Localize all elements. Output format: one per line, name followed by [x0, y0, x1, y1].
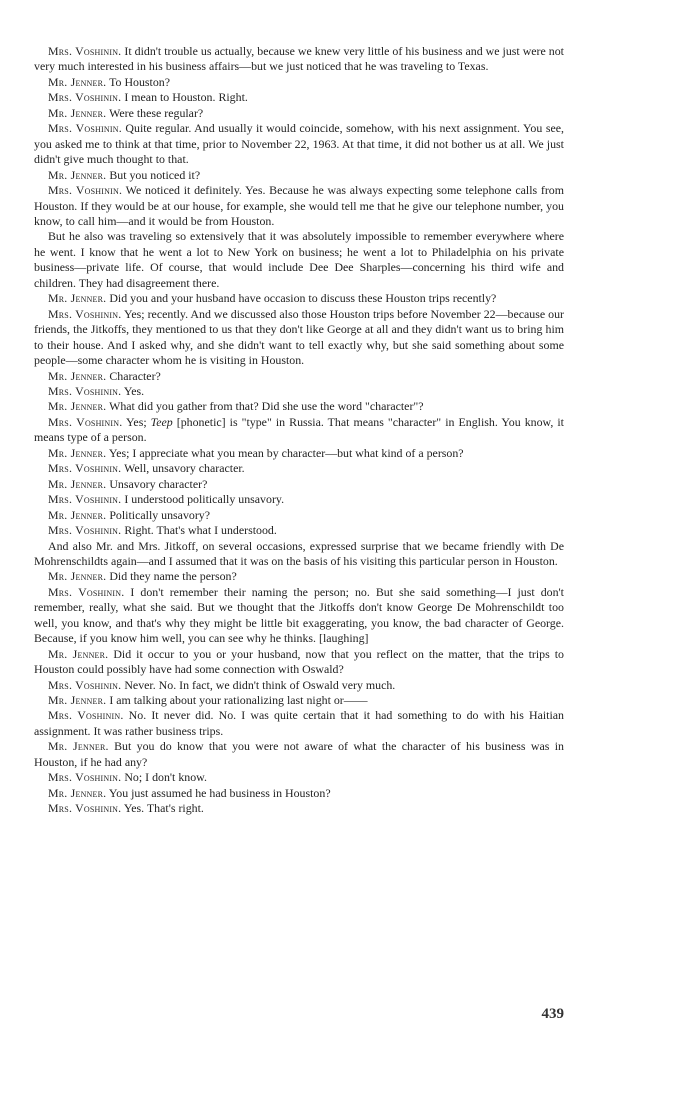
speaker-label: Mr. Jenner.: [48, 507, 107, 522]
speaker-label: Mrs. Voshinin.: [48, 383, 122, 398]
transcript-paragraph: [34, 585, 564, 647]
testimony-text: What did you gather from that? Did she use the word "character"?: [109, 399, 424, 414]
testimony-text: I am talking about your rationalizing last night or——: [109, 693, 368, 708]
speaker-label: Mr. Jenner.: [48, 291, 107, 306]
transcript-paragraph: [34, 523, 564, 538]
transcript-paragraph: [34, 461, 564, 476]
speaker-label: Mr. Jenner.: [48, 167, 107, 182]
transcript-paragraph: [34, 678, 564, 693]
transcript-paragraph: [34, 446, 564, 461]
testimony-text: I mean to Houston. Right.: [124, 90, 248, 105]
testimony-text: It didn't trouble us actually, because we knew very little of his business and we just were not very much interested in his business affairs—but we just noticed that he was traveling to Texas.: [34, 44, 564, 74]
speaker-label: Mr. Jenner.: [48, 693, 107, 708]
speaker-label: Mrs. Voshinin.: [48, 801, 122, 816]
speaker-label: Mrs. Voshinin.: [48, 584, 125, 599]
speaker-label: Mr. Jenner.: [48, 569, 107, 584]
testimony-text: Quite regular. And usually it would coincide, somehow, with his next assignment. You see, you asked me to think at that time, prior to November 22, 1963. At that time, it did not bother us at all. We just didn't give much thought to that.: [34, 121, 564, 167]
speaker-label: Mrs. Voshinin.: [48, 44, 122, 58]
speaker-label: Mr. Jenner.: [48, 739, 109, 754]
testimony-text: I understood politically unsavory.: [124, 492, 285, 507]
transcript-paragraph: [34, 399, 564, 414]
speaker-label: Mrs. Voshinin.: [48, 770, 122, 785]
transcript-paragraph: [34, 183, 564, 229]
transcript-paragraph: [34, 229, 564, 291]
speaker-label: Mrs. Voshinin.: [48, 183, 123, 198]
testimony-text: No. It never did. No. I was quite certain that it had something to do with his Haitian assignment. It was rather business trips.: [34, 708, 564, 738]
speaker-label: Mrs. Voshinin.: [48, 523, 122, 538]
transcript-paragraph: [34, 44, 564, 75]
speaker-label: Mr. Jenner.: [48, 646, 109, 661]
testimony-text: [phonetic] is "type" in Russia. That means "character" in English. You know, it means type of a person.: [34, 414, 564, 445]
testimony-text: And also Mr. and Mrs. Jitkoff, on several occasions, expressed surprise that we became friendly with De Mohrenschildts again—and I assumed that it was on the basis of his visiting this particular person in Houston.: [34, 538, 564, 568]
transcript-paragraph: [34, 477, 564, 492]
testimony-text: Did they name the person?: [109, 569, 237, 584]
transcript-paragraph: [34, 369, 564, 384]
testimony-text: Did you and your husband have occasion to discuss these Houston trips recently?: [109, 291, 497, 306]
speaker-label: Mr. Jenner.: [48, 105, 107, 120]
testimony-text: Were these regular?: [109, 105, 204, 120]
transcript-paragraph: [34, 121, 564, 167]
testimony-text: We noticed it definitely. Yes. Because he was always expecting some telephone calls from Houston. If they would be at our house, for example, she would tell me that he give our telephone number, you know, to call him—and it would be from Houston.: [34, 183, 564, 228]
speaker-label: Mrs. Voshinin.: [48, 492, 122, 507]
speaker-label: Mr. Jenner.: [48, 368, 107, 383]
testimony-text: You just assumed he had business in Houston?: [108, 785, 331, 800]
transcript-body: [34, 44, 564, 817]
page-number: 439: [541, 1006, 564, 1022]
speaker-label: Mr. Jenner.: [48, 785, 107, 800]
transcript-paragraph: [34, 492, 564, 507]
testimony-text: Yes; recently. And we discussed also those Houston trips before November 22—because our friends, the Jitkoffs, they mentioned to us that they don't like George at all and they didn't want us to bring him to their house. And I asked why, and she didn't want to tell exactly why, but she said something about some people—some character whom he is visiting in Houston.: [34, 306, 564, 368]
testimony-text: No; I don't know.: [124, 770, 207, 785]
speaker-label: Mrs. Voshinin.: [48, 90, 122, 105]
testimony-text: But he also was traveling so extensively that it was absolutely impossible to remember everywhere where he went. I know that he went a lot to New York on business; he went a lot to Philadelphia on his private business—private life. Of course, that would include Dee Dee Sharples—concerning his third wife and children. They had disagreement there.: [34, 229, 564, 290]
speaker-label: Mrs. Voshinin.: [48, 121, 122, 136]
testimony-text: Character?: [109, 368, 161, 383]
transcript-paragraph: [34, 168, 564, 183]
transcript-paragraph: [34, 569, 564, 584]
transcript-paragraph: [34, 508, 564, 523]
transcript-paragraph: [34, 75, 564, 90]
testimony-text: But you do know that you were not aware of what the character of his business was in Houston, if he had any?: [34, 739, 564, 769]
testimony-text: Yes.: [123, 383, 145, 398]
transcript-paragraph: [34, 647, 564, 678]
testimony-text: Unsavory character?: [109, 476, 208, 491]
transcript-paragraph: [34, 307, 564, 369]
testimony-text: Politically unsavory?: [109, 507, 211, 522]
transcript-paragraph: [34, 90, 564, 105]
speaker-label: Mrs. Voshinin.: [48, 414, 123, 429]
transcript-paragraph: [34, 739, 564, 770]
testimony-text: But you noticed it?: [109, 167, 201, 182]
speaker-label: Mr. Jenner.: [48, 445, 107, 460]
speaker-label: Mrs. Voshinin.: [48, 708, 124, 723]
transcript-paragraph: [34, 801, 564, 816]
speaker-label: Mr. Jenner.: [48, 74, 107, 89]
speaker-label: Mrs. Voshinin.: [48, 306, 122, 321]
testimony-text: Well, unsavory character.: [124, 461, 245, 476]
transcript-paragraph: [34, 539, 564, 570]
speaker-label: Mr. Jenner.: [48, 476, 107, 491]
testimony-text: To Houston?: [109, 74, 171, 89]
speaker-label: Mrs. Voshinin.: [48, 677, 122, 692]
testimony-text: Right. That's what I understood.: [124, 523, 277, 538]
transcript-paragraph: [34, 384, 564, 399]
testimony-text: I don't remember their naming the person; no. But she said something—I just don't remember, really, what she said. But we thought that the Jitkoffs don't know George De Mohrenschildt too well, you know, and that's why they might be little bit exaggerating, you know, the bad character of George. Because, if you know him well, you can see why he thinks. [laughing]: [34, 584, 564, 646]
transcript-paragraph: [34, 415, 564, 446]
testimony-text: Did it occur to you or your husband, now that you reflect on the matter, that the trips to Houston could possibly have had some connection with Oswald?: [34, 646, 564, 677]
speaker-label: Mrs. Voshinin.: [48, 461, 122, 476]
testimony-text: Yes; I appreciate what you mean by character—but what kind of a person?: [108, 445, 464, 460]
transcript-paragraph: [34, 106, 564, 121]
italic-word: Teep: [150, 414, 173, 429]
transcript-paragraph: [34, 693, 564, 708]
transcript-paragraph: [34, 291, 564, 306]
transcript-paragraph: [34, 786, 564, 801]
testimony-text: Never. No. In fact, we didn't think of Oswald very much.: [124, 677, 396, 692]
testimony-text: Yes. That's right.: [123, 801, 204, 816]
testimony-text: Yes;: [126, 414, 147, 429]
speaker-label: Mr. Jenner.: [48, 399, 107, 414]
transcript-paragraph: [34, 770, 564, 785]
transcript-paragraph: [34, 708, 564, 739]
